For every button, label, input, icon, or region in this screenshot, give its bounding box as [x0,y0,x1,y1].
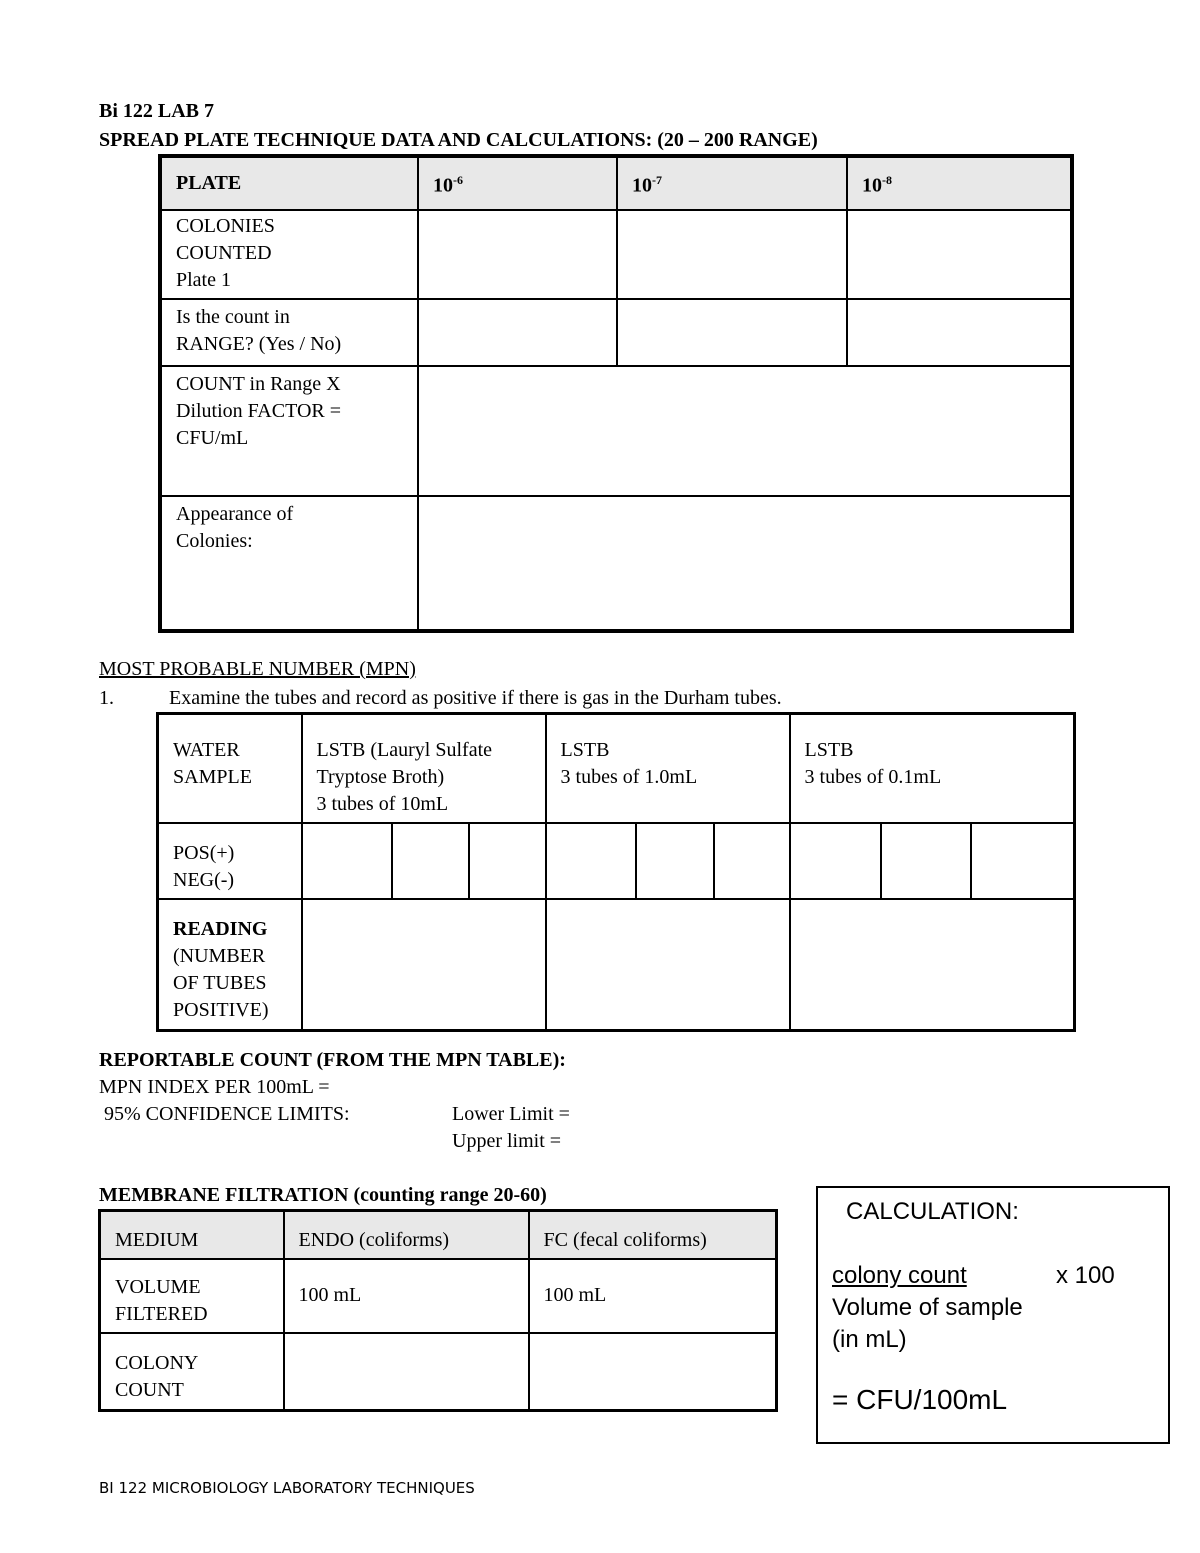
tube-cell[interactable] [302,823,392,899]
input-cell[interactable] [847,299,1072,366]
dilution-header: $10^{-7}$ [617,156,847,210]
tube-cell[interactable] [790,823,881,899]
step-number: 1. [99,687,114,709]
spread-plate-title: SPREAD PLATE TECHNIQUE DATA AND CALCULATIONS: (20 – 200 RANGE) [99,129,818,151]
reading-cell[interactable] [302,899,546,1030]
colony-count-label: COLONY COUNT [100,1333,284,1411]
reading-cell[interactable] [546,899,790,1030]
input-cell[interactable] [418,366,1072,496]
spread-plate-table [158,154,1074,633]
mpn-index-label: MPN INDEX PER 100mL = [99,1076,330,1098]
calc-numerator: colony count [832,1262,967,1289]
tube-cell[interactable] [714,823,790,899]
reading-label: READING (NUMBER OF TUBES POSITIVE) [158,899,302,1030]
mpn-title: MOST PROBABLE NUMBER (MPN) [99,658,416,680]
water-sample-header: WATER SAMPLE [158,714,302,824]
tube-cell[interactable] [469,823,546,899]
tube-cell[interactable] [971,823,1075,899]
tube-cell[interactable] [392,823,469,899]
endo-header: ENDO (coliforms) [284,1211,529,1259]
calculation-box [816,1186,1170,1444]
step-text: Examine the tubes and record as positive if there is gas in the Durham tubes. [169,687,782,709]
input-cell[interactable] [418,210,617,299]
reading-cell[interactable] [790,899,1075,1030]
membrane-table [98,1209,778,1412]
reportable-title: REPORTABLE COUNT (FROM THE MPN TABLE): [99,1049,566,1071]
lstb-1ml-header: LSTB 3 tubes of 1.0mL [546,714,790,824]
input-cell[interactable] [284,1333,529,1411]
row-label-colonies-counted: COLONIES COUNTED Plate 1 [160,210,418,299]
fc-volume: 100 mL [529,1259,777,1333]
calc-multiplier: x 100 [1056,1262,1115,1289]
endo-volume: 100 mL [284,1259,529,1333]
plate-header: PLATE [160,156,418,210]
tube-cell[interactable] [881,823,971,899]
fc-header: FC (fecal coliforms) [529,1211,777,1259]
lstb-10ml-header: LSTB (Lauryl Sulfate Tryptose Broth) 3 tubes of 10mL [302,714,546,824]
pos-neg-label: POS(+) NEG(-) [158,823,302,899]
input-cell[interactable] [847,210,1072,299]
tube-cell[interactable] [546,823,636,899]
page-footer: BI 122 MICROBIOLOGY LABORATORY TECHNIQUES [99,1479,475,1497]
row-label-in-range: Is the count in RANGE? (Yes / No) [160,299,418,366]
input-cell[interactable] [418,299,617,366]
calculation-title: CALCULATION: [846,1198,1019,1225]
membrane-title: MEMBRANE FILTRATION (counting range 20-60) [99,1184,547,1206]
lab-title: Bi 122 LAB 7 [99,100,215,122]
upper-limit-label: Upper limit = [452,1130,562,1152]
calc-result: = CFU/100mL [832,1384,1008,1415]
dilution-header: $10^{-8}$ [847,156,1072,210]
lower-limit-label: Lower Limit = [452,1103,570,1125]
input-cell[interactable] [617,299,847,366]
medium-header: MEDIUM [100,1211,284,1259]
mpn-table [156,712,1076,1032]
volume-filtered-label: VOLUME FILTERED [100,1259,284,1333]
row-label-count-x-dilution: COUNT in Range X Dilution FACTOR = CFU/mL [160,366,418,496]
dilution-header: $10^{-6}$ [418,156,617,210]
lstb-01ml-header: LSTB 3 tubes of 0.1mL [790,714,1075,824]
tube-cell[interactable] [636,823,714,899]
input-cell[interactable] [418,496,1072,631]
calc-denominator: Volume of sample [832,1294,1023,1321]
calc-denominator-unit: (in mL) [832,1326,907,1353]
input-cell[interactable] [529,1333,777,1411]
input-cell[interactable] [617,210,847,299]
confidence-label: 95% CONFIDENCE LIMITS: [104,1103,350,1125]
row-label-appearance: Appearance of Colonies: [160,496,418,631]
